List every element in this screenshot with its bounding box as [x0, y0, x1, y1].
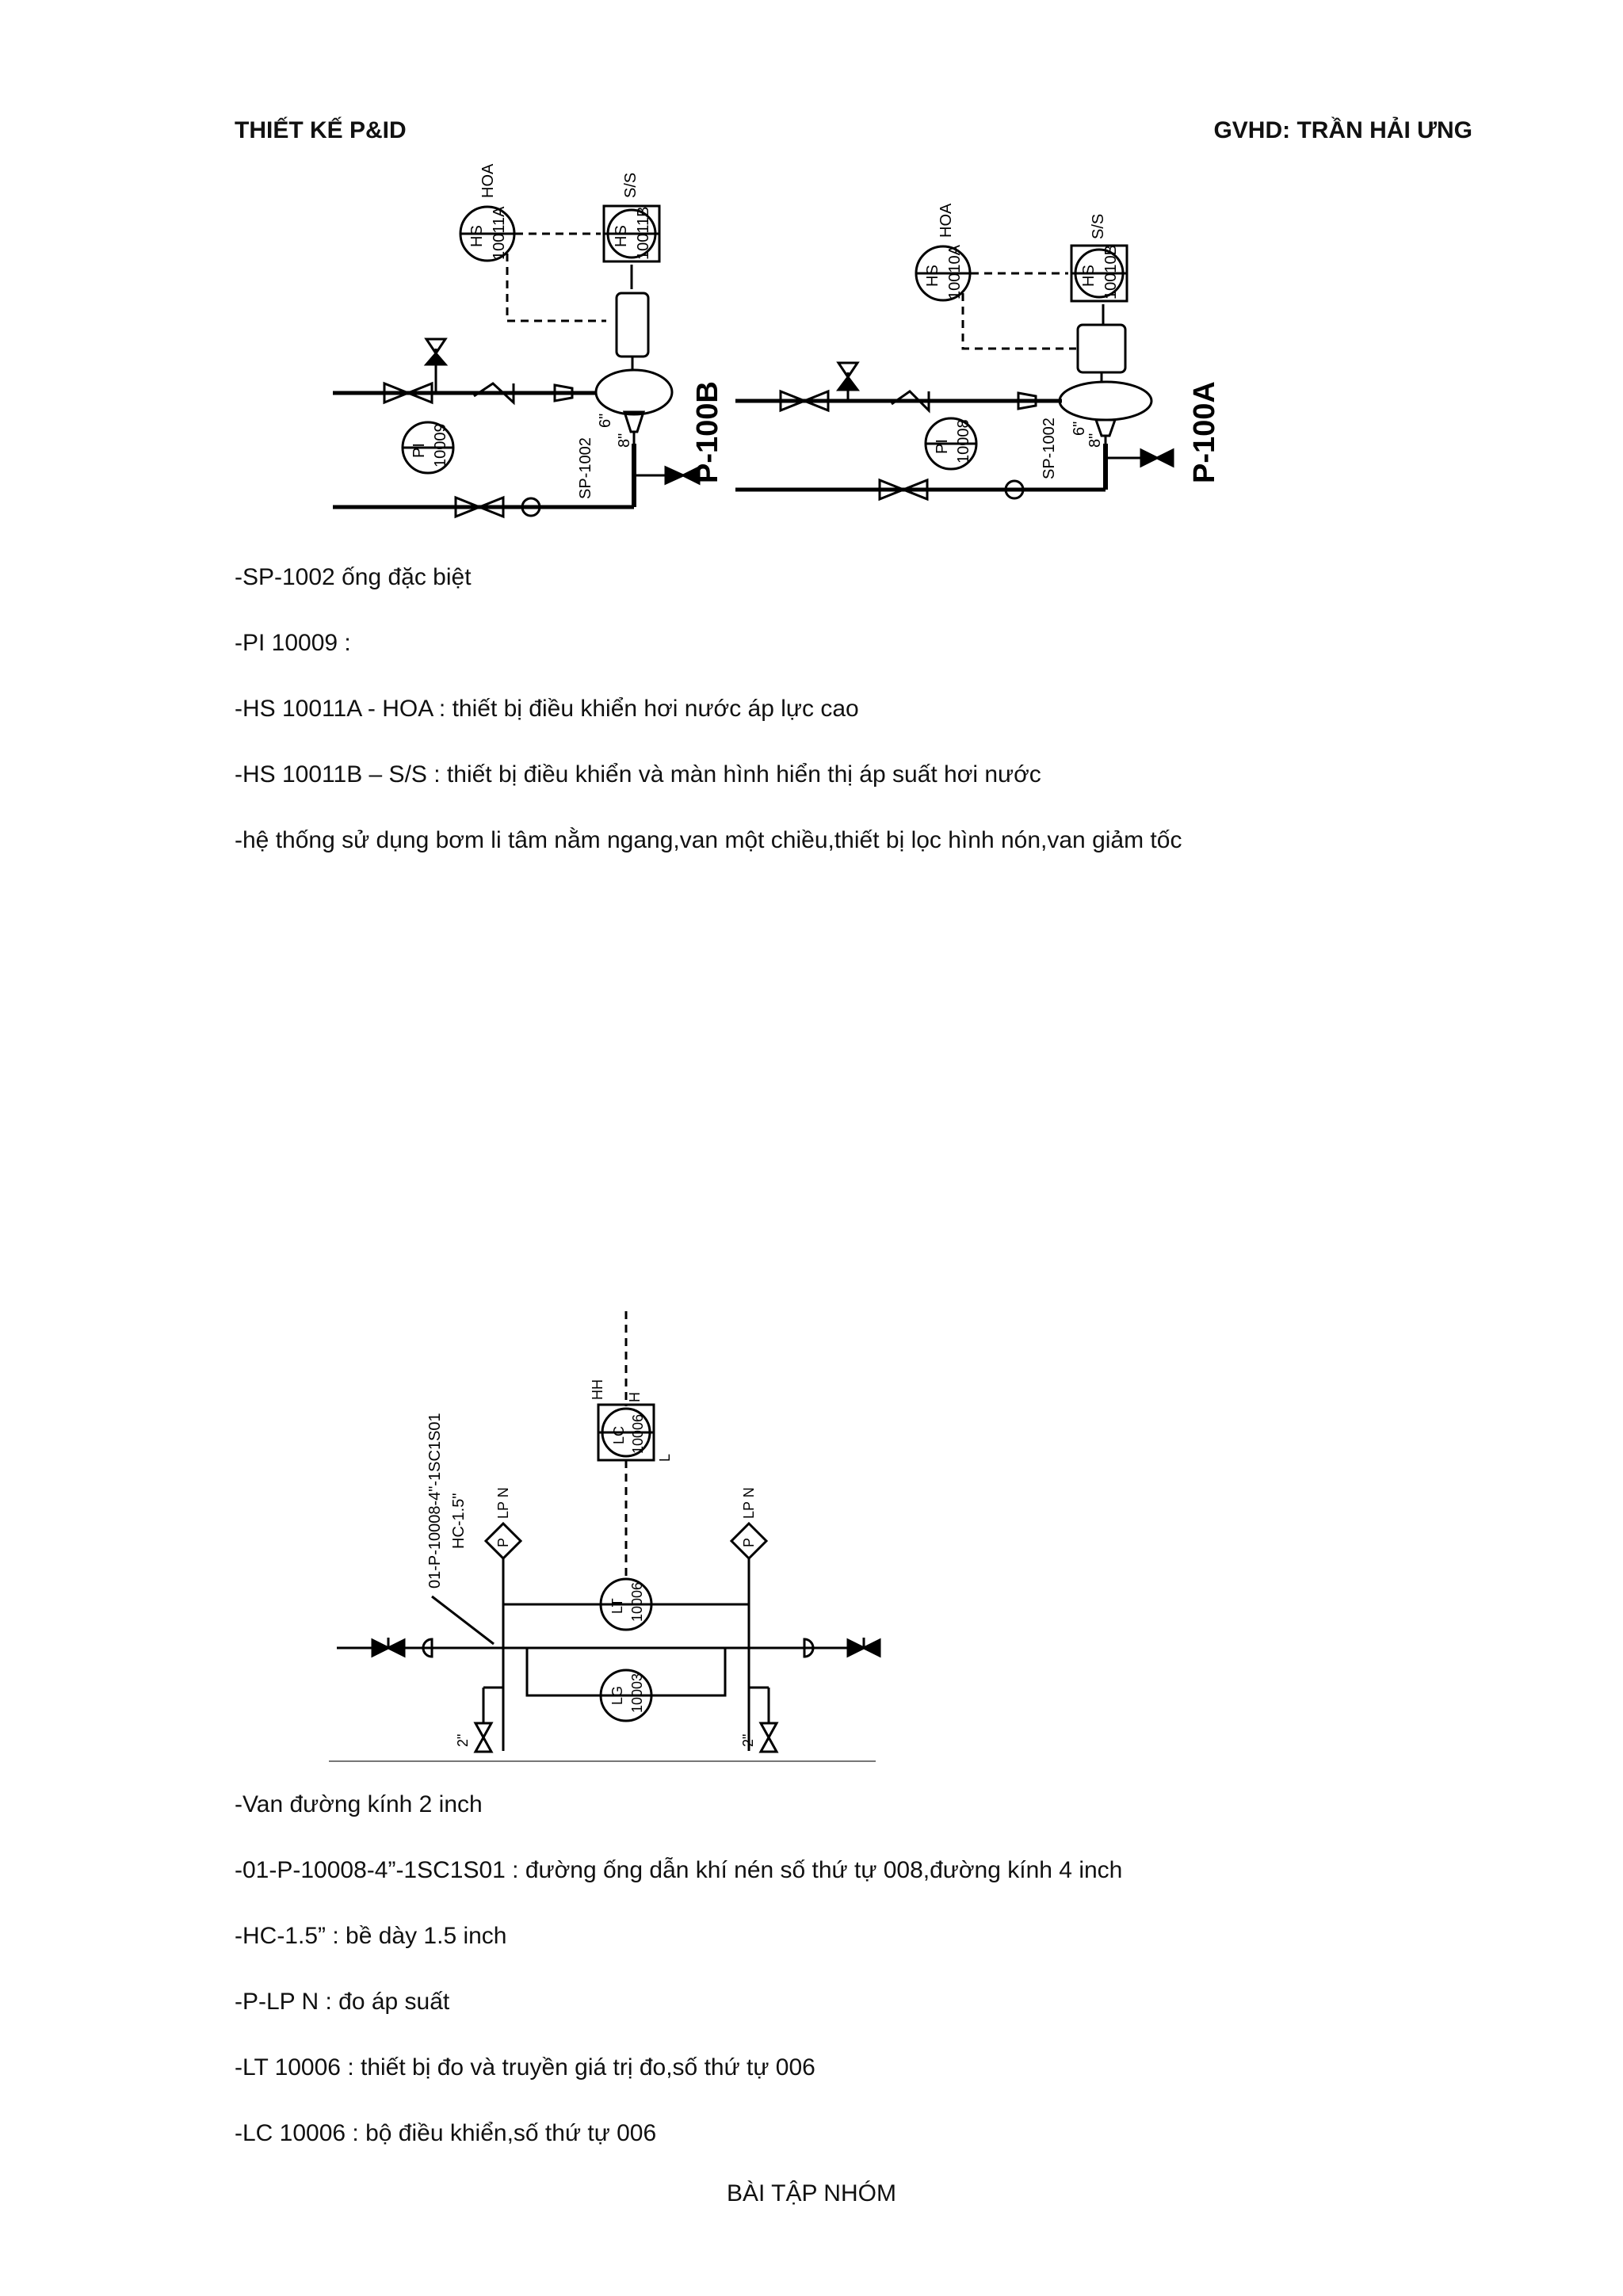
- valve-left-size: 2": [455, 1733, 471, 1747]
- pump-a-disch-size: 6": [1071, 421, 1088, 436]
- note-2-2: -01-P-10008-4”-1SC1S01 : đường ống dẫn khí nén số thứ tự 008,đường kính 4 inch: [235, 1857, 1123, 1883]
- pump-a-motor: [1078, 325, 1125, 372]
- hs-10010a-number: 10010A: [946, 245, 964, 299]
- pump-motor: [617, 293, 648, 357]
- hs-10010b-func: S/S: [1090, 213, 1107, 239]
- pid-level-instrument-diagram: [329, 1311, 884, 1771]
- note-1-4: -HS 10011B – S/S : thiết bị điều khiển và màn hình hiển thị áp suất hơi nước: [235, 761, 1041, 788]
- lc-10006-hh: HH: [590, 1379, 605, 1400]
- hs-10011b-func: S/S: [622, 172, 640, 198]
- pump-a-tag: P-100A: [1188, 381, 1221, 483]
- line-spec-label: 01-P-10008-4"-1SC1S01: [426, 1413, 444, 1589]
- pump-body: [596, 370, 672, 414]
- hs-10011b-number: 10011B: [635, 206, 652, 260]
- hs-10011a-func: HOA: [479, 163, 497, 198]
- note-2-4: -P-LP N : đo áp suất: [235, 1989, 450, 2015]
- doc-header-title: THIẾT KẾ P&ID: [235, 117, 407, 143]
- note-2-1: -Van đường kính 2 inch: [235, 1791, 483, 1817]
- pump-a-body: [1060, 382, 1151, 420]
- doc-header-instructor: GVHD: TRẦN HẢI ƯNG: [1213, 117, 1472, 143]
- note-1-1: -SP-1002 ống đặc biệt: [235, 564, 472, 590]
- note-2-6: -LC 10006 : bộ điều khiển,số thứ tự 006: [235, 2120, 657, 2146]
- hs-10010b-number: 10010B: [1102, 245, 1120, 299]
- hs-10010a-func: HOA: [938, 203, 955, 238]
- pi-10008-number: 10008: [955, 419, 972, 463]
- lc-10006-number: 10006: [630, 1413, 646, 1454]
- lg-10003-letters: LG: [609, 1685, 625, 1705]
- lt-10006-letters: LT: [609, 1598, 625, 1614]
- pid-pump-p100a-diagram: [729, 203, 1236, 523]
- note-1-5: -hệ thống sử dụng bơm li tâm nằm ngang,van một chiều,thiết bị lọc hình nón,van giảm tốc: [235, 827, 1182, 853]
- hs-10011a-letters: HS: [468, 225, 486, 247]
- lg-10003-number: 10003: [629, 1672, 645, 1713]
- p-right-symbol: P: [741, 1537, 757, 1547]
- hs-10011b-letters: HS: [613, 225, 630, 247]
- p-left-symbol: P: [495, 1537, 511, 1547]
- hs-10011a-number: 10011A: [491, 206, 508, 260]
- pump-b-suct-size: 8": [616, 433, 633, 448]
- hs-10010a-letters: HS: [924, 265, 941, 287]
- lc-10006-letters: LC: [611, 1425, 627, 1444]
- pid-pump-p100b-diagram: [317, 158, 761, 531]
- lc-10006-l: L: [657, 1453, 673, 1462]
- pi-10009-number: 10009: [432, 423, 449, 467]
- sp-1002-label: SP-1002: [577, 437, 594, 499]
- sp-1002-label-a: SP-1002: [1041, 418, 1058, 479]
- pump-b-tag: P-100B: [691, 381, 724, 483]
- lc-10006-h: H: [627, 1392, 643, 1402]
- note-2-5: -LT 10006 : thiết bị đo và truyền giá trị đo,số thứ tự 006: [235, 2054, 815, 2081]
- note-1-2: -PI 10009 :: [235, 630, 351, 656]
- pi-10009-letters: PI: [411, 443, 428, 458]
- doc-footer: BÀI TẬP NHÓM: [727, 2180, 896, 2206]
- lt-10006-number: 10006: [629, 1581, 645, 1622]
- note-1-3: -HS 10011A - HOA : thiết bị điều khiển hơi nước áp lực cao: [235, 696, 859, 722]
- pi-10008-letters: PI: [934, 439, 951, 454]
- pump-b-disch-size: 6": [597, 413, 614, 428]
- p-left-label: LP N: [495, 1487, 511, 1519]
- hc-label: HC-1.5": [450, 1493, 468, 1549]
- pump-a-suct-size: 8": [1086, 433, 1104, 448]
- valve-right-size: 2": [740, 1733, 756, 1747]
- hs-10010b-letters: HS: [1080, 265, 1098, 287]
- p-right-label: LP N: [741, 1487, 757, 1519]
- note-2-3: -HC-1.5” : bề dày 1.5 inch: [235, 1923, 507, 1949]
